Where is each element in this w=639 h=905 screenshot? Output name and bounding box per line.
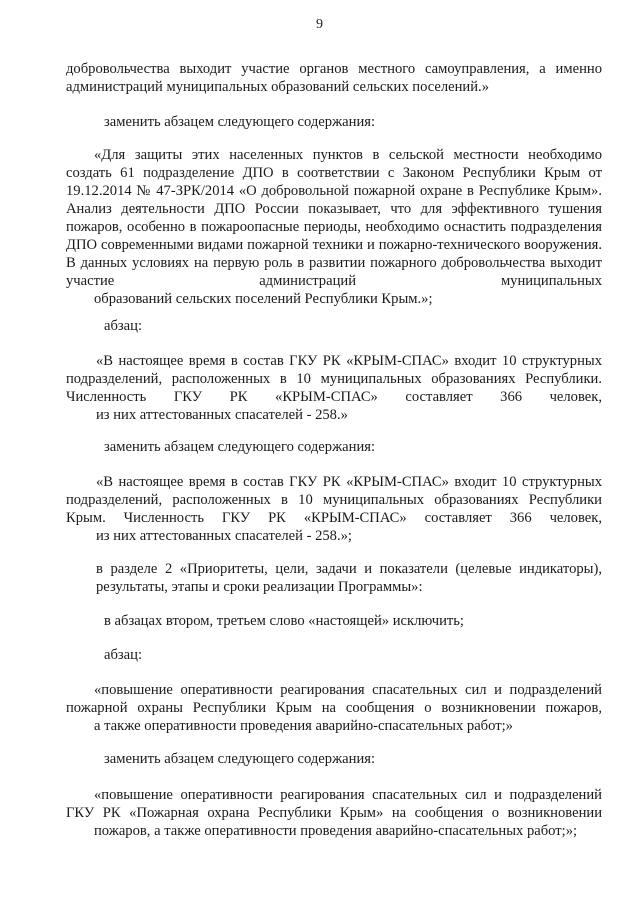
paragraph-last-line: из них аттестованных спасателей - 258.» xyxy=(96,407,348,423)
instruction-replace: заменить абзацем следующего содержания: xyxy=(104,114,376,130)
paragraph-text: «В настоящее время в состав ГКУ РК «КРЫМ-СПАС» входит 10 структурных подразделений, расположенных в 10 муниципальных образованиях Республики. Численность ГКУ РК «КРЫМ-СПАС» составляет 366 человек, xyxy=(66,353,602,405)
paragraph-fire-response-old xyxy=(66,681,602,735)
paragraph-last-line: администраций муниципальных образований сельских поселений.» xyxy=(66,79,489,95)
paragraph-text: «Для защиты этих населенных пунктов в сельской местности необходимо создать 61 подразделение ДПО в соответствии с Законом Республики Крым от 19.12.2014 № 47-ЗРК/2014 «О добровольной пожарной охране в Республике Крым». Анализ деятельности ДПО России показывает, что для эффективного тушения пожаров, особенно в пожароопасные периоды, необходимо оснастить подразделения ДПО современными видами пожарной техники и пожарно-технического вооружения. В данных условиях на первую роль в развитии пожарного добровольчества выходит участие администраций муниципальных xyxy=(66,147,602,289)
paragraph-section-2 xyxy=(66,560,602,596)
instruction-replace: заменить абзацем следующего содержания: xyxy=(104,439,376,455)
paragraph-last-line: результаты, этапы и сроки реализации Программы»: xyxy=(96,579,423,595)
paragraph-dpo-quote xyxy=(66,146,602,308)
paragraph-last-line: а также оперативности проведения аварийно-спасательных работ;» xyxy=(94,718,513,734)
instruction-replace: заменить абзацем следующего содержания: xyxy=(104,751,376,767)
paragraph-text: «В настоящее время в состав ГКУ РК «КРЫМ-СПАС» входит 10 структурных подразделений, расположенных в 10 муниципальных образованиях Республики Крым. Численность ГКУ РК «КРЫМ-СПАС» составляет 366 человек, xyxy=(66,474,602,526)
page-number: 9 xyxy=(316,17,323,32)
instruction-paragraph: абзац: xyxy=(104,647,143,663)
paragraph-last-line: пожаров, а также оперативности проведения аварийно-спасательных работ;»; xyxy=(94,823,578,839)
paragraph-text: в разделе 2 «Приоритеты, цели, задачи и показатели (целевые индикаторы), xyxy=(96,561,602,577)
paragraph-continuation xyxy=(66,60,602,96)
paragraph-text: «повышение оперативности реагирования спасательных сил и подразделений ГКУ РК «Пожарная охрана Республики Крым» на сообщения о возникновении xyxy=(66,787,602,821)
paragraph-last-line: из них аттестованных спасателей - 258.»; xyxy=(96,528,352,544)
paragraph-krym-spas-old xyxy=(66,352,602,424)
paragraph-text: добровольчества выходит участие органов местного самоуправления, а именно xyxy=(66,61,602,77)
paragraph-krym-spas-new xyxy=(66,473,602,545)
paragraph-fire-response-new xyxy=(66,786,602,840)
instruction-paragraph: абзац: xyxy=(104,318,143,334)
paragraph-last-line: образований сельских поселений Республики Крым.»; xyxy=(94,291,433,307)
paragraph-text: «повышение оперативности реагирования спасательных сил и подразделений пожарной охраны Республики Крым на сообщения о возникновении пожаров, xyxy=(66,682,602,716)
instruction-exclude-word: в абзацах втором, третьем слово «настоящей» исключить; xyxy=(104,613,464,629)
